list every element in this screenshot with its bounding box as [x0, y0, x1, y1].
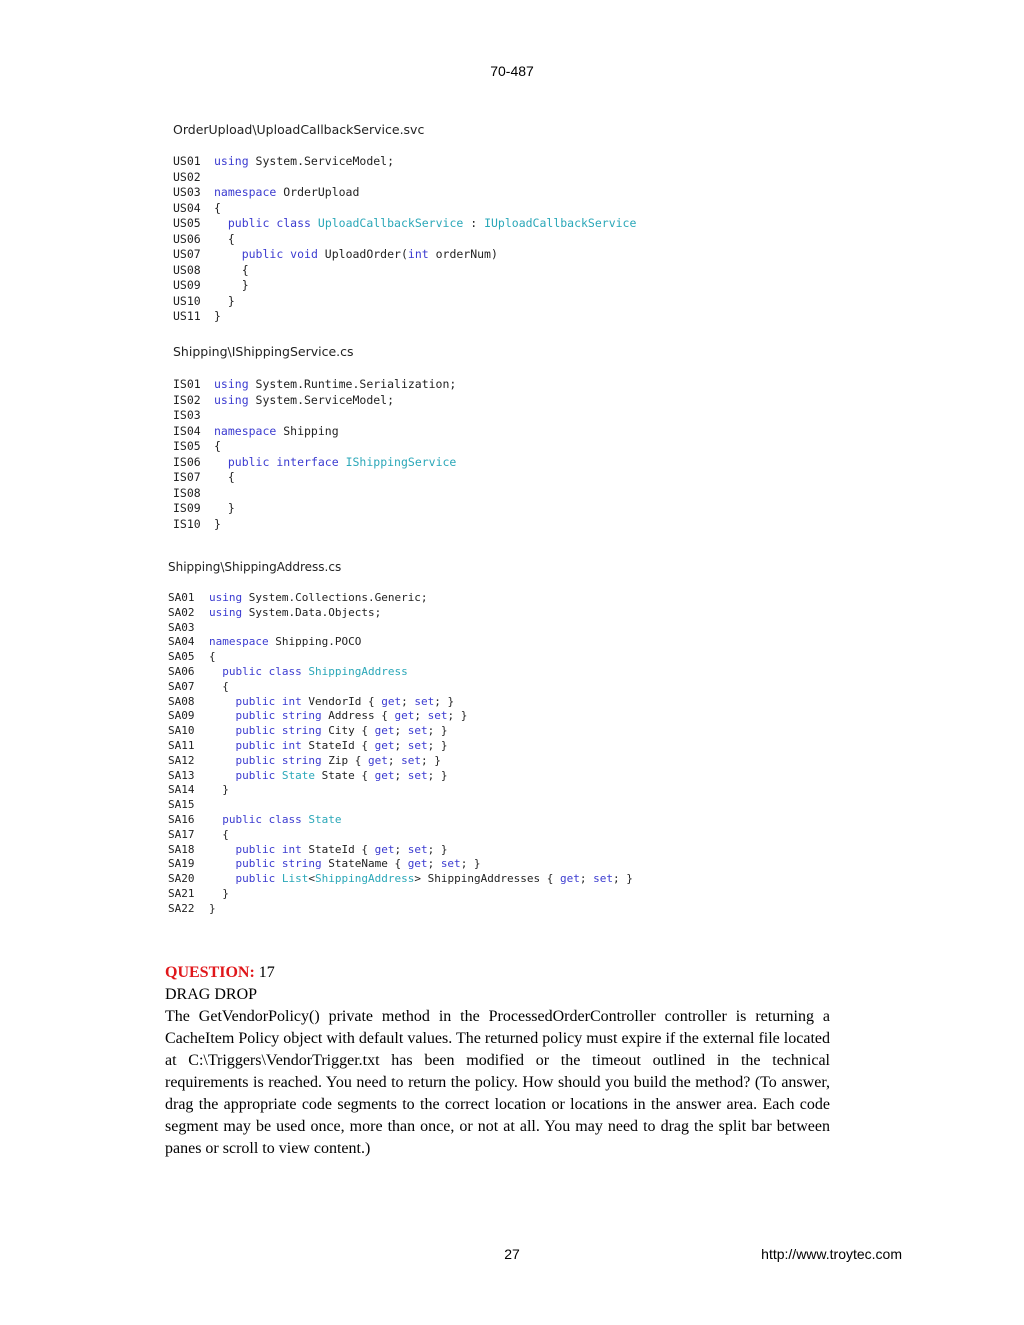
code-type-name: IUploadCallbackService — [484, 216, 637, 230]
line-number: IS02 — [173, 392, 201, 407]
code-line — [173, 247, 636, 263]
code-line — [168, 739, 633, 754]
code-line — [173, 216, 636, 232]
code-text — [311, 216, 318, 230]
code-line — [173, 501, 456, 517]
code-line — [173, 393, 456, 409]
line-number: US07 — [173, 247, 201, 261]
code-text: OrderUpload — [276, 185, 360, 199]
code-indent — [214, 501, 228, 515]
line-number: US09 — [173, 278, 201, 292]
code-text: ; — [394, 724, 408, 738]
code-keyword: public string — [235, 709, 322, 723]
code-text: VendorId { — [301, 694, 382, 708]
file-title-upload-callback-service: OrderUpload\UploadCallbackService.svc — [173, 122, 425, 137]
code-line — [168, 769, 633, 784]
code-text: ; } — [447, 709, 468, 723]
footer-url: http://www.troytec.com — [761, 1246, 902, 1262]
code-keyword: set — [401, 753, 421, 767]
code-keyword: using — [209, 605, 243, 619]
code-indent — [209, 843, 236, 856]
line-number: IS08 — [173, 485, 201, 500]
code-text: } — [214, 309, 221, 323]
code-line — [168, 695, 633, 710]
code-indent — [209, 665, 222, 678]
line-number: US05 — [173, 216, 201, 230]
code-text: { — [222, 827, 229, 841]
code-keyword: public — [235, 872, 276, 886]
code-text: orderNum) — [428, 247, 498, 261]
code-indent — [214, 278, 242, 292]
code-keyword: get — [407, 857, 428, 871]
code-keyword: get — [381, 694, 402, 708]
code-line — [173, 439, 456, 455]
code-text: ; — [394, 768, 408, 782]
line-number: SA12 — [168, 753, 195, 767]
code-line — [173, 263, 636, 279]
code-line — [168, 665, 633, 680]
file-title-shipping-address: Shipping\ShippingAddress.cs — [168, 560, 342, 574]
line-number: US02 — [173, 169, 201, 184]
code-block-upload-callback-service — [173, 154, 636, 325]
code-text: ; } — [420, 753, 441, 767]
line-number: SA19 — [168, 857, 195, 871]
code-line — [168, 606, 633, 621]
code-text: Shipping — [276, 423, 339, 438]
code-indent — [209, 724, 236, 737]
question-label: QUESTION: — [165, 964, 255, 981]
code-keyword: set — [440, 857, 461, 871]
code-indent — [209, 783, 222, 796]
code-indent — [209, 857, 236, 870]
code-type-name: UploadCallbackService — [317, 216, 464, 230]
code-text: ; } — [434, 694, 455, 708]
code-text: : — [463, 216, 485, 230]
code-indent — [209, 709, 236, 722]
code-text: System.Runtime.Serialization; — [248, 377, 457, 391]
code-keyword: public interface — [227, 454, 339, 469]
code-indent — [209, 828, 222, 841]
code-line — [173, 154, 636, 170]
line-number: IS03 — [173, 408, 201, 422]
line-number: SA01 — [168, 591, 195, 604]
code-indent — [209, 813, 222, 826]
code-keyword: get — [374, 738, 395, 752]
code-keyword: namespace — [214, 423, 277, 438]
line-number: US03 — [173, 185, 201, 199]
code-line — [173, 517, 456, 533]
code-type-name: ShippingAddress — [315, 872, 415, 886]
code-text: } — [241, 278, 249, 292]
code-text — [275, 769, 282, 782]
code-line — [173, 278, 636, 294]
code-indent — [214, 470, 228, 484]
code-keyword: set — [427, 709, 448, 723]
code-line — [173, 455, 456, 471]
code-text: { — [209, 650, 216, 664]
code-indent — [209, 872, 236, 885]
question-type: DRAG DROP — [165, 986, 258, 1003]
code-line — [173, 470, 456, 486]
code-text: } — [222, 783, 229, 797]
code-type-name: ShippingAddress — [308, 664, 408, 678]
line-number: SA14 — [168, 783, 195, 797]
code-line — [168, 887, 633, 902]
code-keyword: get — [367, 753, 388, 767]
code-type-name: State — [281, 768, 315, 782]
code-line — [168, 680, 633, 695]
code-text: UploadOrder( — [317, 247, 408, 261]
code-indent — [209, 695, 236, 708]
code-keyword: int — [407, 247, 429, 261]
code-keyword: using — [214, 154, 249, 168]
code-indent — [214, 247, 242, 261]
code-line — [168, 857, 633, 872]
line-number: SA22 — [168, 901, 195, 915]
code-line — [168, 843, 633, 858]
code-line — [173, 486, 456, 502]
code-text: ; — [394, 842, 408, 856]
code-indent — [209, 754, 236, 767]
code-text: { — [222, 679, 229, 693]
code-keyword: set — [414, 694, 435, 708]
footer-page-number: 27 — [504, 1246, 520, 1262]
line-number: SA16 — [168, 812, 195, 826]
code-keyword: namespace — [214, 185, 277, 199]
line-number: US11 — [173, 309, 201, 323]
line-number: SA09 — [168, 709, 195, 723]
code-text: { — [241, 262, 249, 277]
code-line — [173, 185, 636, 201]
code-indent — [209, 769, 236, 782]
page-header-exam-code: 70-487 — [490, 63, 534, 79]
code-line — [173, 309, 636, 325]
code-keyword: using — [214, 392, 249, 407]
code-indent — [214, 455, 228, 469]
code-keyword: using — [214, 377, 249, 391]
line-number: US10 — [173, 293, 201, 308]
code-indent — [209, 680, 222, 693]
code-line — [168, 783, 633, 798]
code-text: ; — [401, 694, 415, 708]
code-line — [173, 424, 456, 440]
code-text: ; } — [460, 857, 481, 871]
code-text — [275, 872, 282, 885]
line-number: SA18 — [168, 842, 195, 856]
code-keyword: get — [374, 842, 395, 856]
line-number: SA07 — [168, 679, 195, 693]
line-number: SA04 — [168, 635, 195, 649]
code-line — [173, 408, 456, 424]
line-number: IS06 — [173, 454, 201, 469]
code-keyword: set — [593, 872, 614, 886]
code-text: { — [214, 439, 221, 453]
code-block-ishipping-service — [173, 377, 456, 532]
code-keyword: public int — [235, 738, 302, 752]
code-keyword: public void — [241, 247, 318, 261]
line-number: IS07 — [173, 470, 201, 484]
question-body: The GetVendorPolicy() private method in the ProcessedOrderController controller is returning a CacheItem Policy object with default values. The returned policy must expire if the external file located at C:\Triggers\VendorTrigger.txt has been modified or the timeout outlined in the technical requirements is reached. You need to return the policy. How should you build the method? (To answer, drag the appropriate code segments to the correct location or locations in the answer area. Each code segment may be used once, more than once, or not at all. You may need to drag the split bar between panes or scroll to view content.) — [165, 1008, 830, 1157]
file-title-ishipping-service: Shipping\IShippingService.cs — [173, 344, 354, 359]
code-text: ; } — [613, 872, 633, 886]
code-text: ; — [427, 857, 441, 871]
code-type-name: List — [281, 872, 309, 886]
code-keyword: set — [407, 768, 428, 782]
code-line — [168, 621, 633, 636]
code-indent — [214, 263, 242, 277]
code-line — [168, 650, 633, 665]
line-number: US06 — [173, 231, 201, 246]
code-text: } — [222, 886, 229, 900]
line-number: SA11 — [168, 738, 195, 752]
code-line — [173, 170, 636, 186]
code-text: System.Collections.Generic; — [242, 591, 428, 604]
code-line — [173, 377, 456, 393]
code-type-name: State — [308, 812, 342, 826]
code-keyword: public class — [222, 812, 302, 826]
code-keyword: set — [407, 724, 428, 738]
code-line — [168, 813, 633, 828]
line-number: US08 — [173, 262, 201, 277]
code-text: System.ServiceModel; — [248, 154, 395, 168]
code-line — [168, 828, 633, 843]
line-number: SA02 — [168, 605, 195, 619]
code-text: Shipping.POCO — [268, 635, 362, 649]
line-number: US01 — [173, 154, 201, 168]
code-text: } — [227, 501, 235, 515]
code-indent — [209, 887, 222, 900]
code-keyword: using — [209, 591, 243, 604]
code-keyword: public class — [222, 664, 302, 678]
code-keyword: public — [235, 768, 276, 782]
line-number: SA15 — [168, 798, 195, 812]
code-indent — [214, 294, 228, 308]
code-keyword: set — [407, 842, 428, 856]
code-keyword: public string — [235, 724, 322, 738]
code-text: ; — [394, 738, 408, 752]
line-number: SA20 — [168, 872, 195, 886]
code-text: } — [209, 901, 216, 915]
code-line — [168, 798, 633, 813]
code-text: City { — [321, 724, 375, 738]
question-heading — [165, 962, 830, 984]
code-text: Address { — [321, 709, 395, 723]
line-number: SA17 — [168, 827, 195, 841]
code-text: { — [214, 200, 221, 215]
line-number: US04 — [173, 200, 201, 215]
code-text: > ShippingAddresses { — [414, 872, 561, 886]
line-number: SA13 — [168, 768, 195, 782]
code-text: ; } — [427, 724, 448, 738]
line-number: SA03 — [168, 620, 195, 634]
code-keyword: public int — [235, 842, 302, 856]
code-keyword: get — [374, 768, 395, 782]
question-number: 17 — [254, 964, 275, 981]
code-text: { — [227, 231, 235, 246]
code-keyword: get — [560, 872, 580, 886]
code-text: StateId { — [301, 738, 375, 752]
code-line — [168, 902, 633, 917]
code-keyword: get — [394, 709, 415, 723]
code-text — [339, 455, 346, 469]
code-keyword: set — [407, 738, 428, 752]
code-text: Zip { — [321, 753, 368, 767]
code-indent — [214, 216, 228, 230]
code-keyword: namespace — [209, 635, 269, 649]
line-number: IS05 — [173, 439, 201, 453]
code-keyword: public string — [235, 753, 322, 767]
code-text: System.ServiceModel; — [248, 392, 395, 407]
code-text: ; — [579, 872, 594, 886]
code-type-name: IShippingService — [345, 454, 457, 469]
code-line — [168, 754, 633, 769]
code-line — [173, 294, 636, 310]
code-text: ; } — [427, 842, 448, 856]
code-line — [168, 709, 633, 724]
line-number: SA06 — [168, 664, 195, 678]
code-text: System.Data.Objects; — [242, 605, 382, 619]
line-number: SA10 — [168, 724, 195, 738]
code-keyword: public class — [227, 216, 311, 230]
line-number: IS10 — [173, 516, 201, 531]
code-text: StateName { — [321, 857, 408, 871]
line-number: IS01 — [173, 377, 201, 391]
line-number: SA08 — [168, 694, 195, 708]
code-text: ; } — [427, 738, 448, 752]
code-text: } — [227, 293, 235, 308]
code-text: < — [308, 872, 315, 886]
code-keyword: public string — [235, 857, 322, 871]
code-keyword: get — [374, 724, 395, 738]
code-block-shipping-address — [168, 591, 633, 917]
code-line — [168, 591, 633, 606]
question-block — [165, 962, 830, 1160]
code-line — [173, 232, 636, 248]
line-number: IS04 — [173, 423, 201, 438]
code-line — [168, 872, 633, 887]
code-text: ; } — [427, 768, 448, 782]
code-text: } — [214, 516, 221, 531]
line-number: IS09 — [173, 501, 201, 515]
code-indent — [209, 739, 236, 752]
code-line — [168, 724, 633, 739]
line-number: SA21 — [168, 886, 195, 900]
line-number: SA05 — [168, 650, 195, 664]
code-line — [168, 635, 633, 650]
code-text: ; — [414, 709, 428, 723]
code-text: State { — [315, 768, 375, 782]
code-text: ; — [387, 753, 402, 767]
code-text: { — [227, 470, 235, 484]
code-keyword: public int — [235, 694, 302, 708]
code-text: StateId { — [301, 842, 375, 856]
code-line — [173, 201, 636, 217]
code-indent — [214, 232, 228, 246]
